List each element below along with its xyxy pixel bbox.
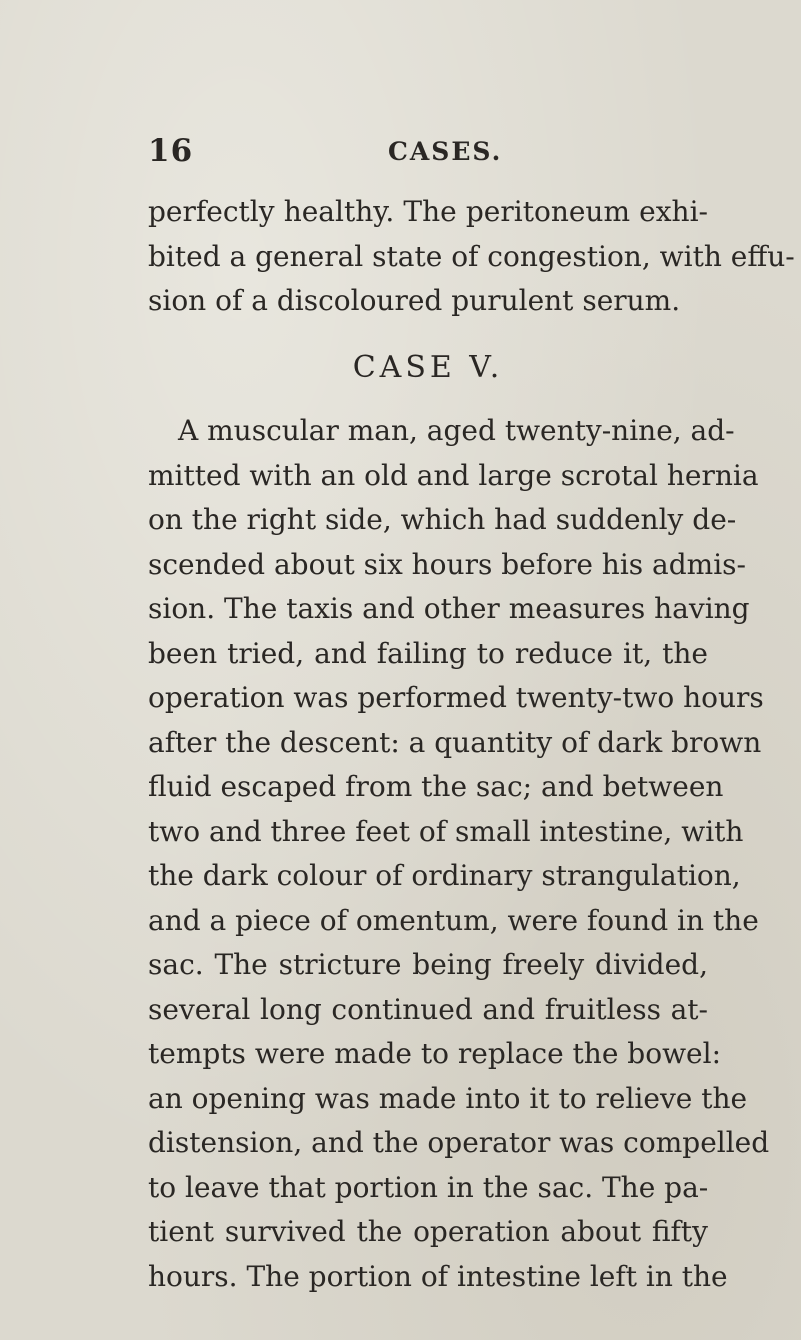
text-line: operation was performed twenty-two hours	[148, 681, 764, 714]
text-line: hours. The portion of intestine left in the	[148, 1259, 728, 1293]
case-heading: CASE V.	[352, 350, 504, 385]
continuation-paragraph	[148, 190, 795, 324]
text-line: several long continued and fruitless at-	[148, 992, 708, 1026]
text-line: the dark colour of ordinary strangulation,	[148, 859, 741, 892]
text-line: an opening was made into it to relieve the	[148, 1081, 748, 1115]
text-line: tient survived the operation about fifty	[148, 1215, 708, 1248]
text-line: bited a general state of congestion, with effu-	[148, 239, 795, 273]
text-line: tempts were made to replace the bowel:	[148, 1037, 722, 1070]
text-line: distension, and the operator was compelled	[148, 1126, 770, 1159]
text-line: scended about six hours before his admis-	[148, 547, 747, 581]
case-paragraph	[148, 409, 770, 1299]
running-title: CASES.	[388, 137, 503, 166]
text-line: on the right side, which had suddenly de-	[148, 503, 737, 536]
text-line: been tried, and failing to reduce it, the	[148, 636, 708, 670]
running-head	[148, 133, 708, 173]
text-line: after the descent: a quantity of dark brown	[148, 725, 762, 759]
text-line: fluid escaped from the sac; and between	[148, 770, 724, 803]
text-line: mitted with an old and large scrotal hernia	[148, 458, 759, 492]
text-line: A muscular man, aged twenty-nine, ad-	[178, 414, 735, 447]
text-line: to leave that portion in the sac. The pa-	[148, 1170, 709, 1204]
page-number: 16	[148, 133, 194, 169]
text-line: two and three feet of small intestine, with	[148, 814, 744, 848]
text-line: perfectly healthy. The peritoneum exhi-	[148, 195, 708, 228]
text-line: sion. The taxis and other measures having	[148, 592, 750, 625]
text-line: sion of a discoloured purulent serum.	[148, 284, 681, 317]
text-line: and a piece of omentum, were found in the	[148, 903, 759, 937]
text-line: sac. The stricture being freely divided,	[148, 948, 708, 981]
